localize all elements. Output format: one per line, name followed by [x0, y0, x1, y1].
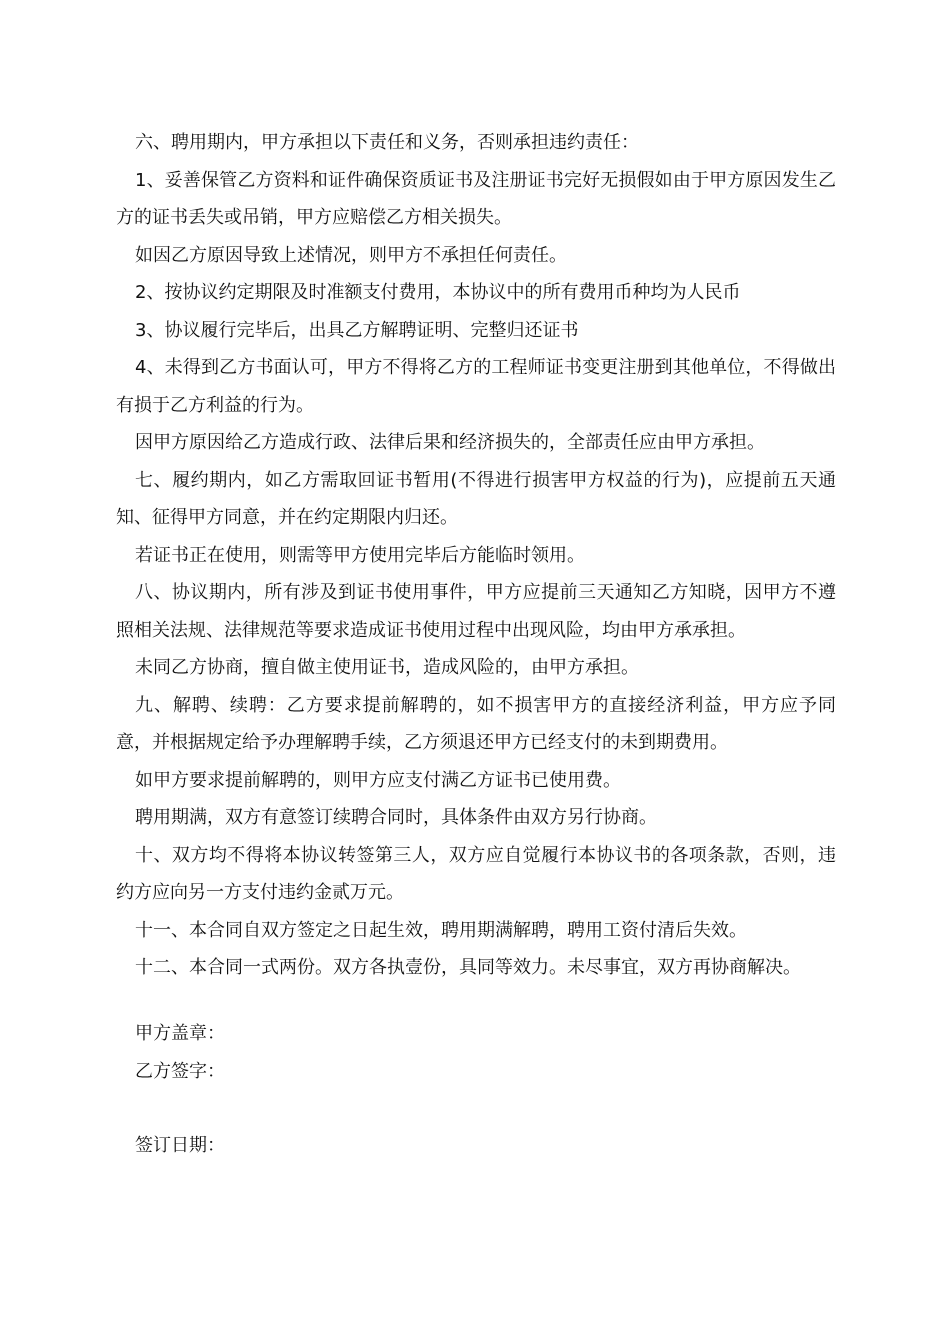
clause-ten: 十、双方均不得将本协议转签第三人，双方应自觉履行本协议书的各项条款，否则，违约方应向另一方支付违约金贰万元。 [116, 844, 836, 903]
clause-twelve: 十二、本合同一式两份。双方各执壹份，具同等效力。未尽事宜，双方再协商解决。 [135, 957, 801, 978]
clause-nine-note-1: 如甲方要求提前解聘的，则甲方应支付满乙方证书已使用费。 [135, 769, 621, 791]
clause-seven: 七、履约期内，如乙方需取回证书暂用(不得进行损害甲方权益的行为)，应提前五天通知、征得甲方同意，并在约定期限内归还。 [116, 469, 836, 528]
sign-date-label: 签订日期： [135, 1135, 225, 1156]
party-a-seal-label: 甲方盖章： [135, 1023, 225, 1044]
clause-nine-note-2: 聘用期满，双方有意签订续聘合同时，具体条件由双方另行协商。 [135, 807, 657, 828]
clause-six-item-3: 3、协议履行完毕后，出具乙方解聘证明、完整归还证书 [135, 319, 579, 341]
clause-eleven: 十一、本合同自双方签定之日起生效，聘用期满解聘，聘用工资付清后失效。 [135, 919, 747, 941]
clause-nine: 九、解聘、续聘：乙方要求提前解聘的，如不损害甲方的直接经济利益，甲方应予同意，并根据规定给予办理解聘手续，乙方须退还甲方已经支付的未到期费用。 [116, 694, 836, 753]
party-b-signature-label: 乙方签字： [135, 1061, 225, 1082]
clause-six-item-1-note: 如因乙方原因导致上述情况，则甲方不承担任何责任。 [135, 244, 567, 266]
clause-six-item-4-note: 因甲方原因给乙方造成行政、法律后果和经济损失的，全部责任应由甲方承担。 [135, 432, 765, 453]
clause-six-item-1: 1、妥善保管乙方资料和证件确保资质证书及注册证书完好无损假如由于甲方原因发生乙方的证书丢失或吊销，甲方应赔偿乙方相关损失。 [116, 169, 836, 228]
contract-body [116, 124, 836, 987]
clause-six-item-4: 4、未得到乙方书面认可，甲方不得将乙方的工程师证书变更注册到其他单位，不得做出有损于乙方利益的行为。 [116, 357, 836, 416]
clause-seven-note: 若证书正在使用，则需等甲方使用完毕后方能临时领用。 [135, 544, 585, 566]
clause-eight: 八、协议期内，所有涉及到证书使用事件，甲方应提前三天通知乙方知晓，因甲方不遵照相关法规、法律规范等要求造成证书使用过程中出现风险，均由甲方承承担。 [116, 582, 836, 641]
clause-six-item-2: 2、按协议约定期限及时准额支付费用，本协议中的所有费用币种均为人民币 [135, 282, 741, 303]
clause-eight-note: 未同乙方协商，擅自做主使用证书，造成风险的，由甲方承担。 [135, 657, 639, 678]
clause-six-heading: 六、聘用期内，甲方承担以下责任和义务，否则承担违约责任： [135, 132, 639, 153]
